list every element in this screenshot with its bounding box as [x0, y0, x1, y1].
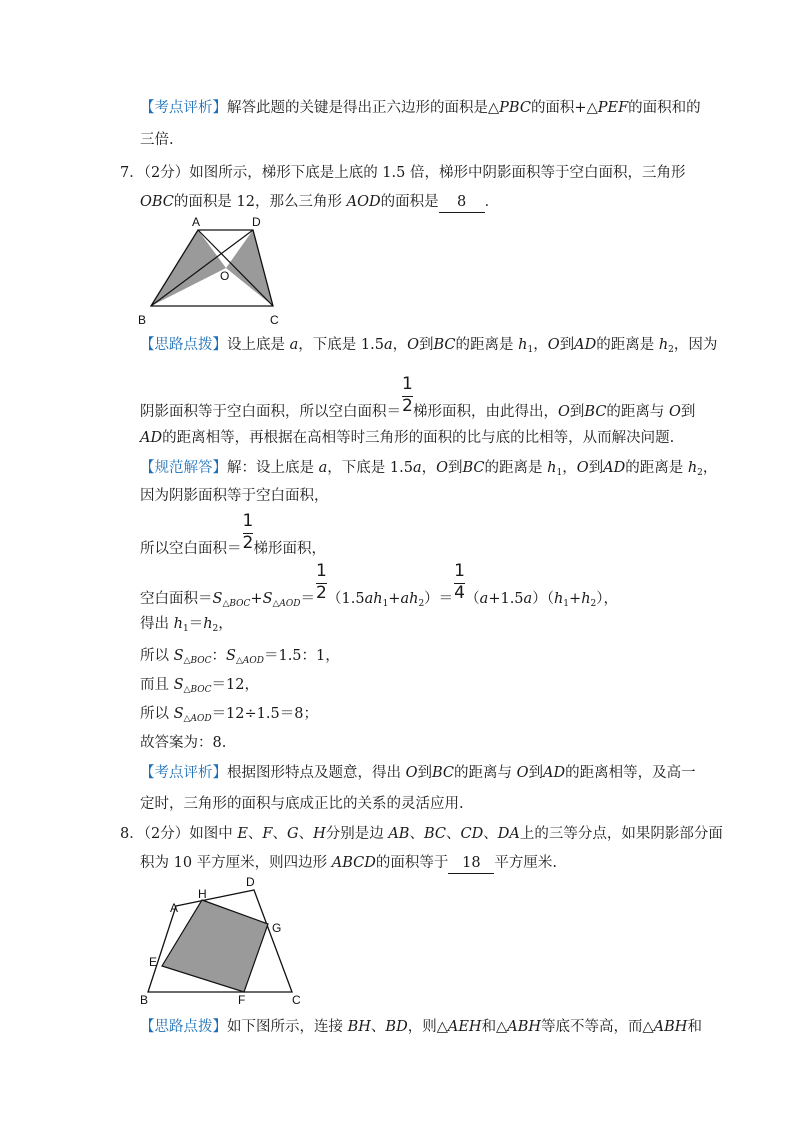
- q7-label-a: A: [192, 215, 201, 229]
- hint8-line1: 【思路点拨】如下图所示，连接 BH、BD，则△AEH和△ABH等底不等高，而△ABH和: [140, 1019, 702, 1035]
- sol7-line3: 所以空白面积＝ $\frac{1}{2}$ 梯形面积，: [140, 511, 326, 557]
- q8-quadrilateral-figure: [130, 872, 320, 1012]
- q7-trapezoid-figure: [130, 212, 300, 330]
- hint7-line2: 阴影面积等于空白面积，所以空白面积＝ $\frac{1}{2}$ 梯形面积，由此得出，O到BC的距离与 O到: [140, 374, 696, 420]
- eval-prev-line1: 【考点评析】解答此题的关键是得出正六边形的面积是△PBC的面积+△PEF的面积和的: [140, 100, 701, 116]
- sol7-line4: 空白面积$=S_{\triangle BOC}+S_{\triangle AOD}=$ $\frac{1}{2}$ $(1.5ah_1+ah_2)=$ $\frac{1}{4}$ $(a+1.5a)(h_1+h_2)$，: [140, 561, 619, 609]
- q8-label-e: E: [149, 955, 158, 969]
- q7-line1: 7．（2分）如图所示，梯形下底是上底的 1.5 倍，梯形中阴影面积等于空白面积，三角形: [120, 165, 686, 181]
- sol7-line2: 因为阴影面积等于空白面积，: [140, 488, 329, 504]
- sol7-line7: 而且 $S_{\triangle BOC}=12$，: [140, 677, 259, 695]
- hint7-line1: 【思路点拨】设上底是 a，下底是 1.5a，O到BC的距离是 $h_1$，O到AD的距离是 $h_2$，因为: [140, 337, 718, 355]
- eval7-line1: 【考点评析】根据图形特点及题意，得出 O到BC的距离与 O到AD的距离相等，及高一: [140, 765, 696, 781]
- sol7-line8: 所以 $S_{\triangle AOD}=12\div 1.5=8$；: [140, 706, 318, 724]
- sol7-line9: 故答案为：8.: [140, 735, 227, 751]
- q8-label-g: G: [272, 921, 282, 935]
- q8-label-h: H: [198, 887, 207, 901]
- q7-shade-left: [151, 230, 226, 306]
- q8-answer: 18: [448, 853, 494, 874]
- sol7-line1: 【规范解答】解：设上底是 a，下底是 1.5a，O到BC的距离是 $h_1$，O到AD的距离是 $h_2$，: [140, 460, 718, 478]
- q8-label-a: A: [170, 901, 179, 915]
- q8-label-b: B: [140, 993, 149, 1007]
- eval-prev-line2: 三倍.: [140, 132, 174, 148]
- q7-line2: OBC的面积是 12，那么三角形 AOD的面积是 8 ．: [140, 192, 499, 213]
- q8-label-c: C: [292, 993, 301, 1007]
- q7-label-o: O: [220, 269, 230, 283]
- q7-answer: 8: [439, 192, 485, 213]
- q8-line1: 8．（2分）如图中 E、F、G、H分别是边 AB、BC、CD、DA上的三等分点，如果阴影部分面: [120, 826, 723, 842]
- q8-label-d: D: [246, 875, 255, 889]
- sol7-line6: 所以 $S_{\triangle BOC}$：$S_{\triangle AOD}=1.5$：1，: [140, 648, 340, 666]
- q8-label-f: F: [238, 993, 246, 1007]
- q7-label-d: D: [252, 215, 261, 229]
- q7-shade-right: [226, 230, 273, 306]
- eval7-line2: 定时，三角形的面积与底成正比的关系的灵活应用.: [140, 796, 464, 812]
- sol7-line5: 得出 $h_1=h_2$，: [140, 616, 233, 634]
- q7-label-b: B: [138, 313, 147, 327]
- hint7-line3: AD的距离相等，再根据在高相等时三角形的面积的比与底的比相等，从而解决问题.: [140, 430, 675, 446]
- q7-label-c: C: [270, 313, 279, 327]
- q8-line2: 积为 10 平方厘米，则四边形 ABCD的面积等于 18 平方厘米.: [140, 853, 557, 874]
